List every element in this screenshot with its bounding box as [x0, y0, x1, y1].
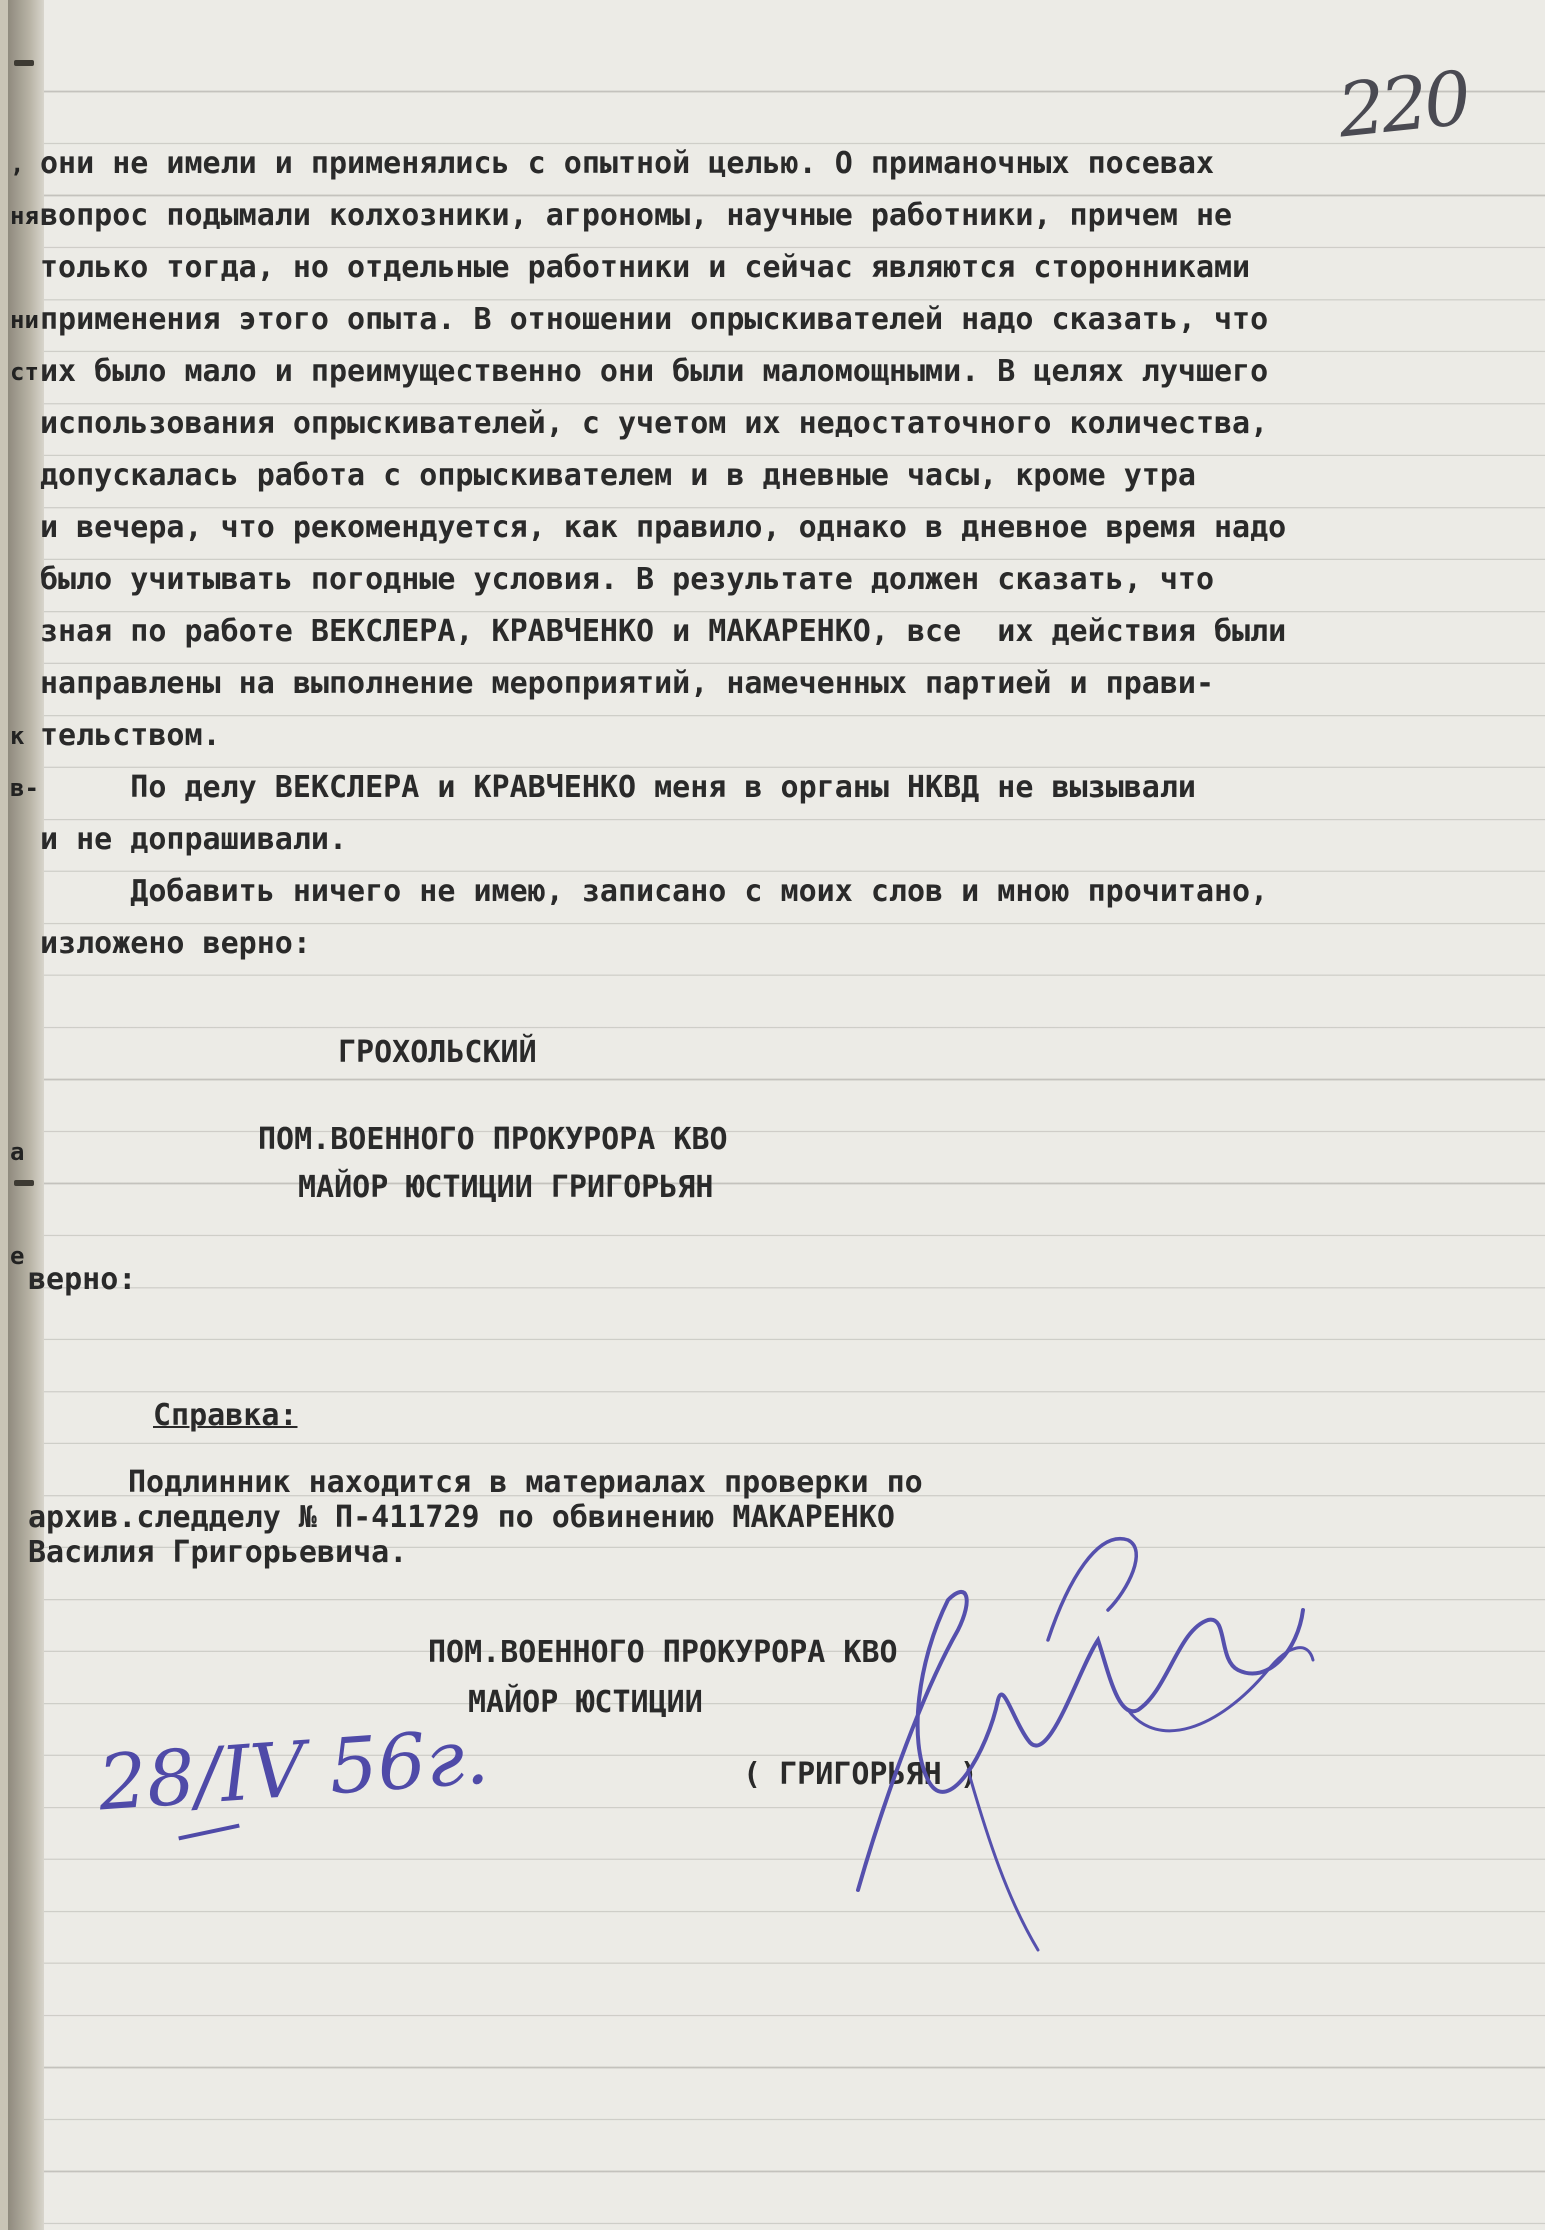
margin-fragment: е	[10, 1242, 25, 1270]
body-line: направлены на выполнение мероприятий, намеченных партией и прави-	[40, 666, 1214, 701]
officer-rank-name: МАЙОР ЮСТИЦИИ ГРИГОРЬЯН	[298, 1170, 714, 1205]
margin-fragment: ня	[10, 202, 39, 230]
handwritten-signature	[798, 1520, 1318, 1980]
body-line: было учитывать погодные условия. В результате должен сказать, что	[40, 562, 1214, 597]
true-label: верно:	[28, 1262, 137, 1297]
final-name: ( ГРИГОРЬЯН )	[743, 1757, 978, 1792]
margin-fragment: ни	[10, 306, 39, 334]
binding-hole	[14, 60, 34, 66]
body-line: применения этого опыта. В отношении опрыскивателей надо сказать, что	[40, 302, 1269, 337]
body-line: их было мало и преимущественно они были маломощными. В целях лучшего	[40, 354, 1269, 389]
final-title: ПОМ.ВОЕННОГО ПРОКУРОРА КВО	[428, 1635, 898, 1670]
reference-line: архив.следделу № П-411729 по обвинению МАКАРЕНКО	[28, 1500, 895, 1535]
officer-title: ПОМ.ВОЕННОГО ПРОКУРОРА КВО	[258, 1122, 728, 1157]
paragraph-line: Добавить ничего не имею, записано с моих слов и мною прочитано,	[40, 874, 1269, 909]
witness-name: ГРОХОЛЬСКИЙ	[338, 1035, 537, 1070]
margin-fragment: ст	[10, 358, 39, 386]
body-line: они не имели и применялись с опытной целью. О приманочных посевах	[40, 146, 1214, 181]
reference-line: Василия Григорьевича.	[28, 1535, 408, 1570]
reference-line: Подлинник находится в материалах проверки по	[128, 1465, 923, 1500]
body-line: и вечера, что рекомендуется, как правило, однако в дневное время надо	[40, 510, 1287, 545]
margin-fragment: ,	[10, 150, 25, 178]
body-line: только тогда, но отдельные работники и сейчас являются сторонниками	[40, 250, 1251, 285]
paragraph-line: и не допрашивали.	[40, 822, 348, 857]
body-line: тельством.	[40, 718, 221, 753]
handwritten-date: 28/IV 56г.	[95, 1711, 492, 1828]
binding-hole	[14, 1180, 34, 1186]
paragraph-line: изложено верно:	[40, 926, 311, 961]
margin-fragment: а	[10, 1138, 25, 1166]
final-rank: МАЙОР ЮСТИЦИИ	[468, 1685, 703, 1720]
body-line: допускалась работа с опрыскивателем и в дневные часы, кроме утра	[40, 458, 1196, 493]
document-page	[8, 0, 1545, 2230]
body-line: использования опрыскивателей, с учетом их недостаточного количества,	[40, 406, 1269, 441]
date-underline-mark	[178, 1824, 239, 1841]
body-line: вопрос подымали колхозники, агрономы, научные работники, причем не	[40, 198, 1233, 233]
reference-heading: Справка:	[153, 1398, 298, 1433]
body-line: зная по работе ВЕКСЛЕРА, КРАВЧЕНКО и МАКАРЕНКО, все их действия были	[40, 614, 1287, 649]
margin-fragment: к	[10, 722, 25, 750]
page-number: 220	[1333, 55, 1472, 155]
margin-fragment: в-	[10, 774, 39, 802]
paragraph-line: По делу ВЕКСЛЕРА и КРАВЧЕНКО меня в органы НКВД не вызывали	[40, 770, 1196, 805]
page-binding	[8, 0, 44, 2230]
